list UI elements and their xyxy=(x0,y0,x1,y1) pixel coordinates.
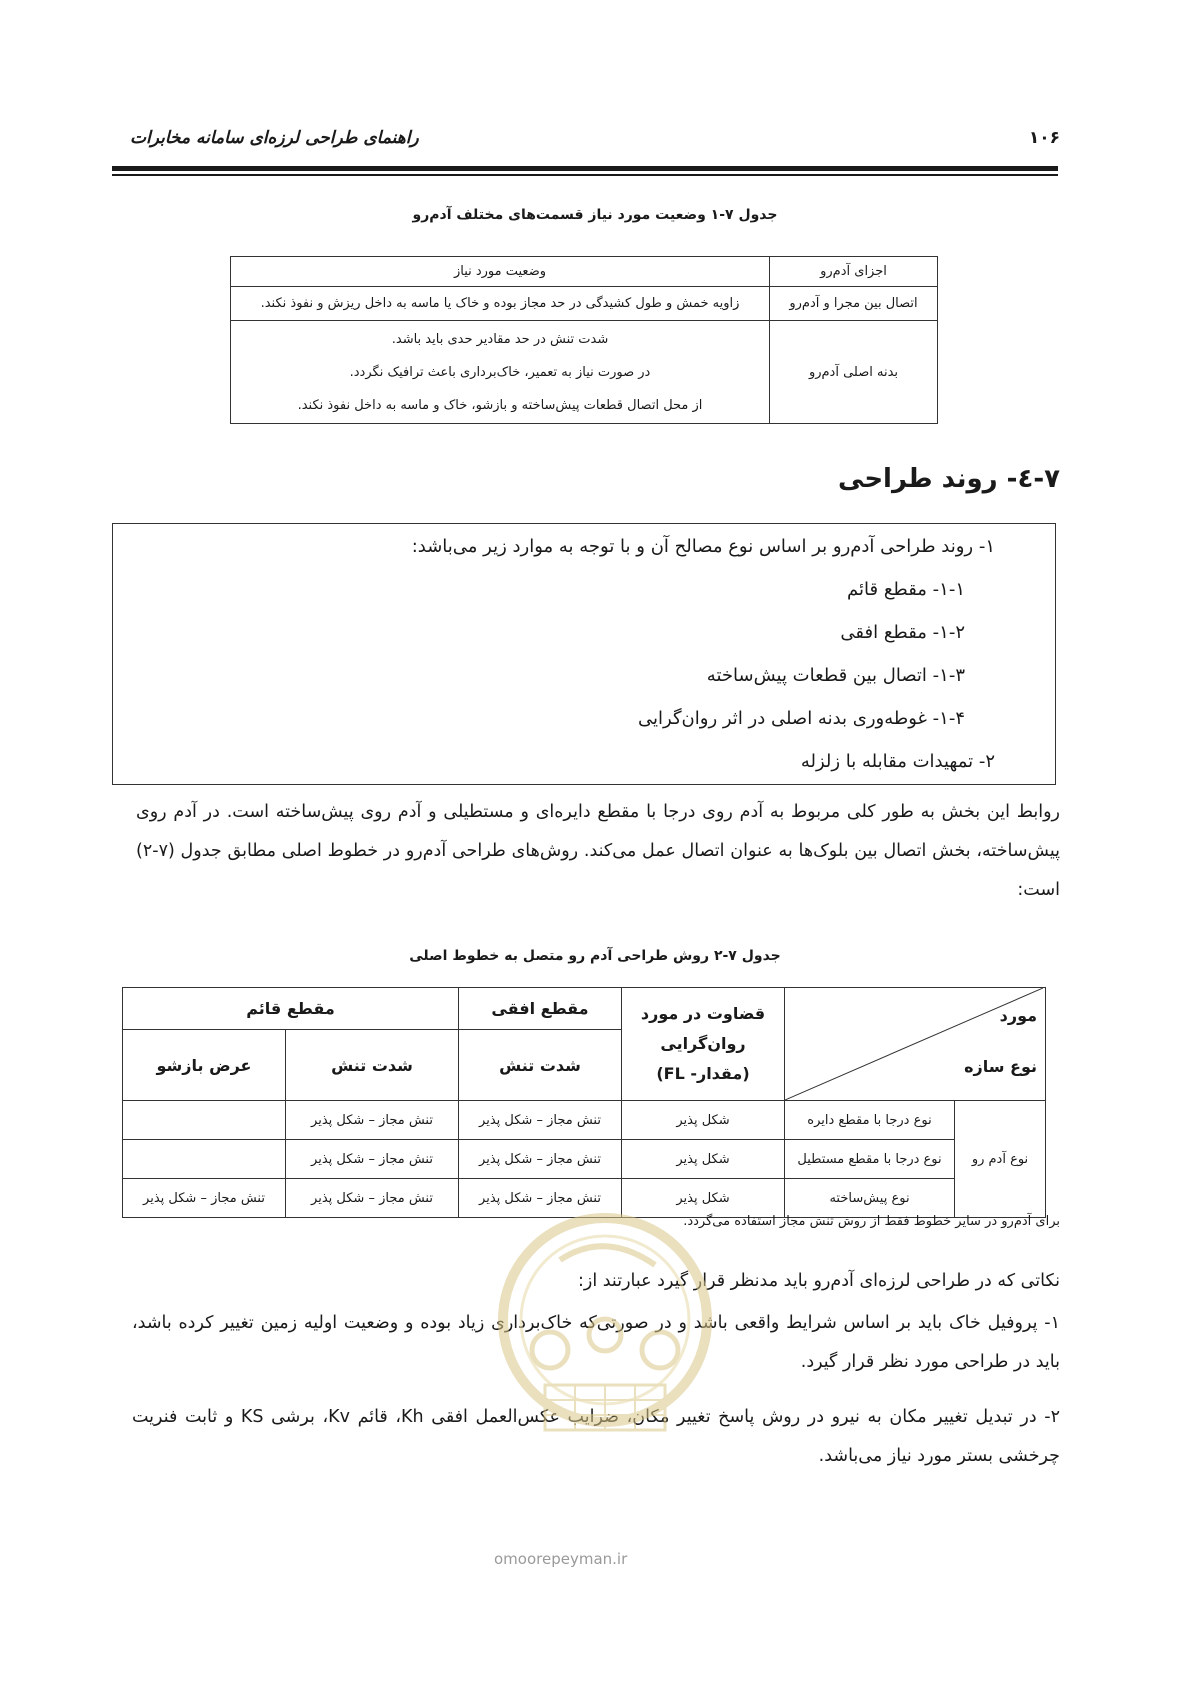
note-item: ۱- پروفیل خاک باید بر اساس شرایط واقعی باشد و در صورتی‌که خاک‌برداری زیاد بوده و وضعیت اولیه زمین تغییر کرده باشد، باید در طراحی مورد نظر قرار گیرد. xyxy=(132,1313,1060,1372)
table2-cell-horizontal: تنش مجاز – شکل پذیر xyxy=(459,1101,622,1140)
list-item: ۱-۲- مقطع افقی xyxy=(840,622,965,643)
table2-cell-opening xyxy=(123,1101,286,1140)
list-item: ۱- روند طراحی آدم‌رو بر اساس نوع مصالح آن و با توجه به موارد زیر می‌باشد: xyxy=(411,536,995,557)
running-header-title: راهنمای طراحی لرزه‌ای سامانه مخابرات xyxy=(130,128,419,148)
table1-cell-part: بدنه اصلی آدم‌رو xyxy=(770,321,938,424)
table2-group-label: نوع آدم رو xyxy=(955,1101,1046,1218)
notes-intro: نکاتی که در طراحی لرزه‌ای آدم‌رو باید مدنظر قرار گیرد عبارتند از: xyxy=(577,1271,1060,1291)
table2-footnote: برای آدم‌رو در سایر خطوط فقط از روش تنش مجاز استفاده می‌گردد. xyxy=(683,1214,1060,1229)
table2-cell-opening: تنش مجاز – شکل پذیر xyxy=(123,1179,286,1218)
table1-header-part: اجزای آدم‌رو xyxy=(770,257,938,287)
list-item: ۱-۴- غوطه‌وری بدنه اصلی در اثر روان‌گرایی xyxy=(638,708,965,729)
table-row xyxy=(231,321,938,424)
table1-status-line: در صورت نیاز به تعمیر، خاک‌برداری باعث ترافیک نگردد. xyxy=(349,364,651,380)
table2-cell-type: نوع درجا با مقطع دایره xyxy=(785,1101,955,1140)
table2-cell-type: نوع پیش‌ساخته xyxy=(785,1179,955,1218)
table2-cell-liq: شکل پذیر xyxy=(622,1179,785,1218)
diagonal-line xyxy=(785,988,1043,1100)
list-item: ۱-۱- مقطع قائم xyxy=(847,579,965,600)
table1-cell-status: زاویه خمش و طول کشیدگی در حد مجاز بوده و خاک یا ماسه به داخل ریزش و نفوذ نکند. xyxy=(231,287,770,321)
table2-cell-vertical: تنش مجاز – شکل پذیر xyxy=(286,1101,459,1140)
table2-cell-horizontal: تنش مجاز – شکل پذیر xyxy=(459,1140,622,1179)
table2-header-liquefaction: قضاوت در مورد روان‌گرایی (مقدار- FL) xyxy=(622,988,785,1101)
table2-cell-horizontal: تنش مجاز – شکل پذیر xyxy=(459,1179,622,1218)
table2-cell-opening xyxy=(123,1140,286,1179)
table-row xyxy=(231,287,938,321)
table1 xyxy=(230,256,938,424)
table2-subheader-stress-v: شدت تنش xyxy=(286,1030,459,1101)
table2-subheader-opening: عرض بازشو xyxy=(123,1030,286,1101)
table2-caption: جدول ۷-۲ روش طراحی آدم رو متصل به خطوط اصلی xyxy=(409,948,781,964)
table2-cell-vertical: تنش مجاز – شکل پذیر xyxy=(286,1140,459,1179)
table1-cell-part: اتصال بین مجرا و آدم‌رو xyxy=(770,287,938,321)
table1-status-line: شدت تنش در حد مقادیر حدی باید باشد. xyxy=(391,331,609,347)
table1-header-status: وضعیت مورد نیاز xyxy=(231,257,770,287)
table1-cell-status xyxy=(231,321,770,424)
list-item: ۱-۳- اتصال بین قطعات پیش‌ساخته xyxy=(706,665,965,686)
table2-cell-liq: شکل پذیر xyxy=(622,1140,785,1179)
table2-header-vertical: مقطع قائم xyxy=(123,988,459,1030)
body-paragraph: روابط این بخش به طور کلی مربوط به آدم روی درجا با مقطع دایره‌ای و مستطیلی و آدم روی پیش‌ساخته است. در آدم روی پیش‌ساخته، بخش اتصال بین بلوک‌ها به عنوان اتصال عمل می‌کند. روش‌های طراحی آدم‌رو در خطوط اصلی مطابق جدول (۷-۲) است: xyxy=(136,802,1060,900)
table2-header-item: مورد xyxy=(999,1006,1037,1025)
publisher-seal-watermark xyxy=(490,1190,720,1500)
table2-header-horizontal: مقطع افقی xyxy=(459,988,622,1030)
table1-status-line: از محل اتصال قطعات پیش‌ساخته و بازشو، خاک و ماسه به داخل نفوذ نکند. xyxy=(297,397,703,413)
table2-cell-vertical: تنش مجاز – شکل پذیر xyxy=(286,1179,459,1218)
note-item: ۲- در تبدیل تغییر مکان به نیرو در روش پاسخ تغییر مکان، ضرایب عکس‌العمل افقی Kh، قائم Kv، برشی KS و ثابت فنریت چرخشی بستر مورد نیاز می‌باشد. xyxy=(132,1407,1060,1466)
header-rule-thin xyxy=(112,174,1058,176)
list-item: ۲- تمهیدات مقابله با زلزله xyxy=(800,751,995,772)
table2-cell-type: نوع درجا با مقطع مستطیل xyxy=(785,1140,955,1179)
table2-subheader-stress-h: شدت تنش xyxy=(459,1030,622,1101)
table-row xyxy=(123,1101,1046,1140)
table-row xyxy=(123,1140,1046,1179)
table2-diagonal-header xyxy=(785,988,1046,1101)
table1-caption: جدول ۷-۱ وضعیت مورد نیاز قسمت‌های مختلف آدم‌رو xyxy=(412,207,778,223)
page-number: ۱۰۶ xyxy=(1028,128,1060,148)
header-rule xyxy=(112,166,1058,171)
table2-header-structure-type: نوع سازه xyxy=(964,1057,1037,1076)
design-process-box xyxy=(112,523,1056,785)
table2-cell-liq: شکل پذیر xyxy=(622,1101,785,1140)
watermark-site: omoorepeyman.ir xyxy=(494,1550,628,1568)
section-title: ۷-٤- روند طراحی xyxy=(838,464,1060,494)
table2 xyxy=(122,987,1046,1218)
